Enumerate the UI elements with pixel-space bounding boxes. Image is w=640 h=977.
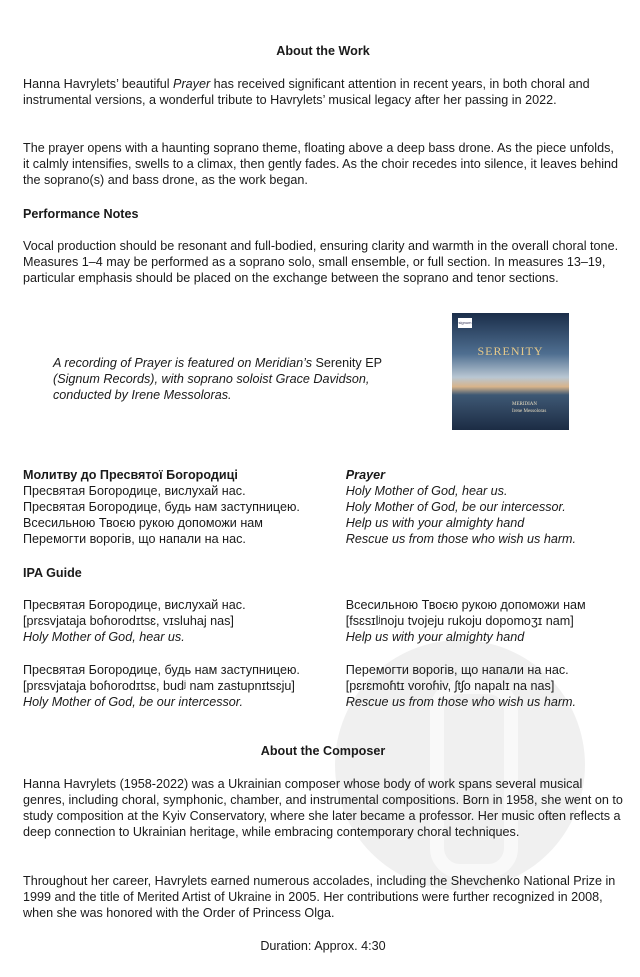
ukr-line: Пресвятая Богородице, вислухай нас. xyxy=(23,484,246,498)
ukrainian-text xyxy=(23,467,346,547)
ipa-block xyxy=(23,662,346,710)
english-text xyxy=(346,467,623,547)
composer-heading: About the Composer xyxy=(260,744,386,758)
ipa-eng: Holy Mother of God, hear us. xyxy=(23,630,185,644)
ipa-row-1 xyxy=(23,597,623,645)
about-work-heading: About the Work xyxy=(276,44,370,58)
ukrainian-title: Молитву до Пресвятої Богородиці xyxy=(23,468,238,482)
ipa-transcription: [pɛrɛmoɦtɪ voroɦiv, ʃtʃo napalɪ na nas] xyxy=(345,679,555,693)
composer-paragraph-1: Hanna Havrylets (1958-2022) was a Ukrainian composer whose body of work spans several musical genres, including choral, symphonic, chamber, and instrumental compositions. Born in 1958, she went on to study composition at the Kyiv Conservatory, where she later became a professor. Her music often reflects a deep connection to Ukrainian heritage, while embracing contemporary choral techniques. xyxy=(23,777,623,839)
eng-line: Holy Mother of God, be our intercessor. xyxy=(345,500,566,514)
ipa-block xyxy=(23,597,346,645)
ipa-ukr: Всесильною Твоєю рукою допоможи нам xyxy=(345,598,586,612)
album-artist: MERIDIAN xyxy=(512,402,537,407)
album-title: SERENITY xyxy=(477,344,544,358)
label-logo: signum xyxy=(458,318,472,328)
performance-paragraph: Vocal production should be resonant and full-bodied, ensuring clarity and warmth in the overall choral tone. Measures 1–4 may be performed as a soprano solo, small ensemble, or full section. In measures 13–19, particular emphasis should be placed on the exchange between the soprano and tenor sections. xyxy=(23,239,619,285)
ukr-line: Всесильною Твоєю рукою допоможи нам xyxy=(23,516,263,530)
ipa-eng: Rescue us from those who wish us harm. xyxy=(345,695,577,709)
ipa-block xyxy=(346,597,623,645)
about-work-paragraph-2: The prayer opens with a haunting soprano theme, floating above a deep bass drone. As the piece unfolds, it calmly intensifies, swells to a climax, then gently fades. As the choir recedes into silence, it leaves behind the soprano(s) and bass drone, as the work began. xyxy=(23,141,618,187)
album-cover xyxy=(452,313,569,430)
ipa-transcription: [prɛsvjataja boɦorodɪtsɛ, vɪsluhaj nas] xyxy=(23,614,234,628)
album-conductor: Irene Messoloras xyxy=(512,409,547,414)
duration: Duration: Approx. 4:30 xyxy=(260,939,386,953)
ipa-block xyxy=(346,662,623,710)
ipa-transcription: [prɛsvjataja boɦorodɪtsɛ, budʲ nam zastupnɪtsɛju] xyxy=(23,679,295,693)
ipa-ukr: Перемогти ворогів, що напали на нас. xyxy=(345,663,569,677)
about-work-paragraph-1: Hanna Havrylets’ beautiful Prayer has received significant attention in recent years, in both choral and instrumental versions, a wonderful tribute to Havrylets’ musical legacy after her passing in 2022. xyxy=(23,77,590,107)
composer-paragraph-2: Throughout her career, Havrylets earned numerous accolades, including the Shevchenko National Prize in 1999 and the title of Merited Artist of Ukraine in 2005. Her contributions were further recognized in 2008, when she was honored with the Order of Princess Olga. xyxy=(23,874,616,920)
ukr-line: Перемогти ворогів, що напали на нас. xyxy=(23,532,246,546)
ipa-ukr: Пресвятая Богородице, будь нам заступницею. xyxy=(23,663,300,677)
ipa-heading: IPA Guide xyxy=(23,566,82,580)
performance-heading: Performance Notes xyxy=(23,207,139,221)
ipa-eng: Help us with your almighty hand xyxy=(345,630,525,644)
ipa-eng: Holy Mother of God, be our intercessor. xyxy=(23,695,244,709)
eng-line: Holy Mother of God, hear us. xyxy=(345,484,508,498)
ukr-line: Пресвятая Богородице, будь нам заступницею. xyxy=(23,500,300,514)
ipa-transcription: [fsɛsɪlʲnoju tvojeju rukoju dopomoʒɪ nam] xyxy=(345,614,574,628)
ipa-ukr: Пресвятая Богородице, вислухай нас. xyxy=(23,598,246,612)
english-title: Prayer xyxy=(345,468,385,482)
eng-line: Rescue us from those who wish us harm. xyxy=(345,532,577,546)
recording-note: A recording of Prayer is featured on Meridian’s Serenity EP (Signum Records), with soprano soloist Grace Davidson, conducted by Irene Messoloras. xyxy=(53,356,383,402)
text-translation xyxy=(23,467,623,547)
eng-line: Help us with your almighty hand xyxy=(345,516,525,530)
ipa-row-2 xyxy=(23,662,623,710)
